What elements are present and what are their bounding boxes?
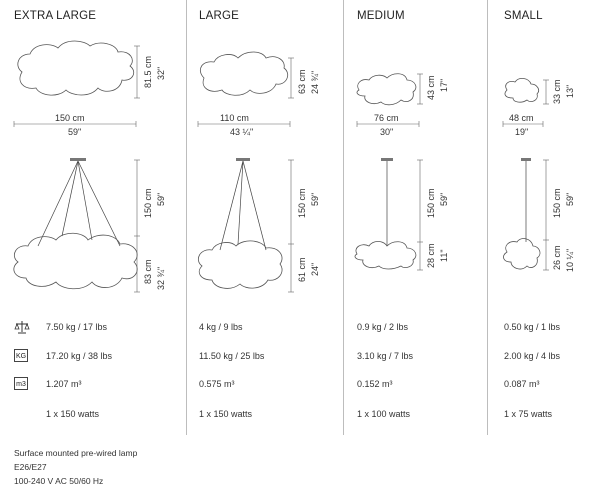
footer-voltage: 100-240 V AC 50/60 Hz bbox=[14, 476, 104, 486]
medium-drawings bbox=[343, 0, 487, 300]
cloud-top-view bbox=[200, 52, 287, 95]
height-cm-label: 63 cm bbox=[297, 69, 307, 94]
drop-cm-label: 150 cm bbox=[426, 188, 436, 218]
column-title-large: LARGE bbox=[199, 10, 239, 22]
cloud-pendant bbox=[504, 239, 540, 269]
wattage: 1 x 150 watts bbox=[199, 409, 253, 419]
width-cm-label: 150 cm bbox=[55, 113, 85, 123]
pendant-height-cm-label: 26 cm bbox=[552, 245, 562, 270]
width-in-label: 43 ¼" bbox=[230, 127, 254, 137]
large-drawings bbox=[186, 0, 343, 300]
cloud-pendant bbox=[355, 242, 416, 270]
height-in-label: 13" bbox=[565, 84, 575, 98]
wattage: 1 x 100 watts bbox=[357, 409, 411, 419]
gross-weight: 11.50 kg / 25 lbs bbox=[199, 351, 265, 361]
width-cm-label: 110 cm bbox=[220, 113, 249, 123]
pendant-height-cm-label: 28 cm bbox=[426, 243, 436, 268]
scale-icon bbox=[14, 320, 30, 334]
pendant-height-cm-label: 61 cm bbox=[297, 257, 307, 282]
cloud-top-view bbox=[505, 78, 539, 102]
drop-cm-label: 150 cm bbox=[297, 188, 307, 218]
net-weight: 4 kg / 9 lbs bbox=[199, 322, 243, 332]
dimension-line bbox=[62, 161, 78, 236]
width-cm-label: 76 cm bbox=[374, 113, 399, 123]
column-title-extra-large: EXTRA LARGE bbox=[14, 10, 97, 22]
pendant-height-cm-label: 83 cm bbox=[143, 259, 153, 284]
column-title-small: SMALL bbox=[504, 10, 543, 22]
wattage: 1 x 75 watts bbox=[504, 409, 553, 419]
cloud-pendant bbox=[198, 241, 282, 288]
drop-cm-label: 150 cm bbox=[552, 188, 562, 218]
net-weight: 0.9 kg / 2 lbs bbox=[357, 322, 409, 332]
pendant-height-in-label: 10 ¼" bbox=[565, 248, 575, 272]
width-in-label: 19" bbox=[515, 127, 529, 137]
drop-in-label: 59" bbox=[156, 192, 166, 206]
gross-weight: 3.10 kg / 7 lbs bbox=[357, 351, 414, 361]
width-in-label: 59" bbox=[68, 127, 82, 137]
volume: 1.207 m³ bbox=[46, 379, 82, 389]
ceiling-canopy bbox=[521, 158, 531, 161]
pendant-height-in-label: 24" bbox=[310, 262, 320, 276]
gross-weight: 17.20 kg / 38 lbs bbox=[46, 351, 113, 361]
width-cm-label: 48 cm bbox=[509, 113, 534, 123]
net-weight: 0.50 kg / 1 lbs bbox=[504, 322, 561, 332]
package-weight-icon: KG bbox=[14, 349, 28, 362]
ceiling-canopy bbox=[236, 158, 250, 161]
ceiling-canopy bbox=[381, 158, 393, 161]
cloud-top-view bbox=[18, 41, 134, 95]
volume: 0.575 m³ bbox=[199, 379, 235, 389]
dimension-line bbox=[220, 161, 243, 250]
dimension-line bbox=[243, 161, 266, 250]
volume-icon: m3 bbox=[14, 377, 28, 390]
column-title-medium: MEDIUM bbox=[357, 10, 405, 22]
net-weight: 7.50 kg / 17 lbs bbox=[46, 322, 108, 332]
volume: 0.087 m³ bbox=[504, 379, 540, 389]
ceiling-canopy bbox=[70, 158, 86, 161]
cloud-top-view bbox=[357, 74, 416, 105]
wattage: 1 x 150 watts bbox=[46, 409, 100, 419]
height-in-label: 17" bbox=[439, 78, 449, 92]
drop-cm-label: 150 cm bbox=[143, 188, 153, 218]
cloud-pendant bbox=[14, 233, 137, 289]
pendant-height-in-label: 11" bbox=[439, 249, 449, 262]
dimension-line bbox=[15, 324, 19, 329]
dimension-line bbox=[78, 161, 92, 240]
footer-mounting: Surface mounted pre-wired lamp bbox=[14, 448, 138, 458]
height-cm-label: 81.5 cm bbox=[143, 55, 153, 88]
gross-weight: 2.00 kg / 4 lbs bbox=[504, 351, 561, 361]
dimension-line bbox=[238, 161, 243, 244]
dimension-line bbox=[25, 324, 29, 329]
pendant-height-in-label: 32 ¾" bbox=[156, 266, 166, 290]
volume: 0.152 m³ bbox=[357, 379, 393, 389]
small-drawings bbox=[487, 0, 600, 300]
drop-in-label: 59" bbox=[565, 192, 575, 206]
dimension-line bbox=[78, 161, 120, 246]
height-in-label: 32" bbox=[156, 66, 166, 80]
height-cm-label: 43 cm bbox=[426, 75, 436, 100]
extra-large-drawings bbox=[0, 0, 186, 300]
height-cm-label: 33 cm bbox=[552, 79, 562, 104]
drop-in-label: 59" bbox=[439, 192, 449, 206]
width-in-label: 30" bbox=[380, 127, 394, 137]
drop-in-label: 59" bbox=[310, 192, 320, 206]
footer-socket: E26/E27 bbox=[14, 462, 47, 472]
height-in-label: 24 ¾" bbox=[310, 70, 320, 94]
